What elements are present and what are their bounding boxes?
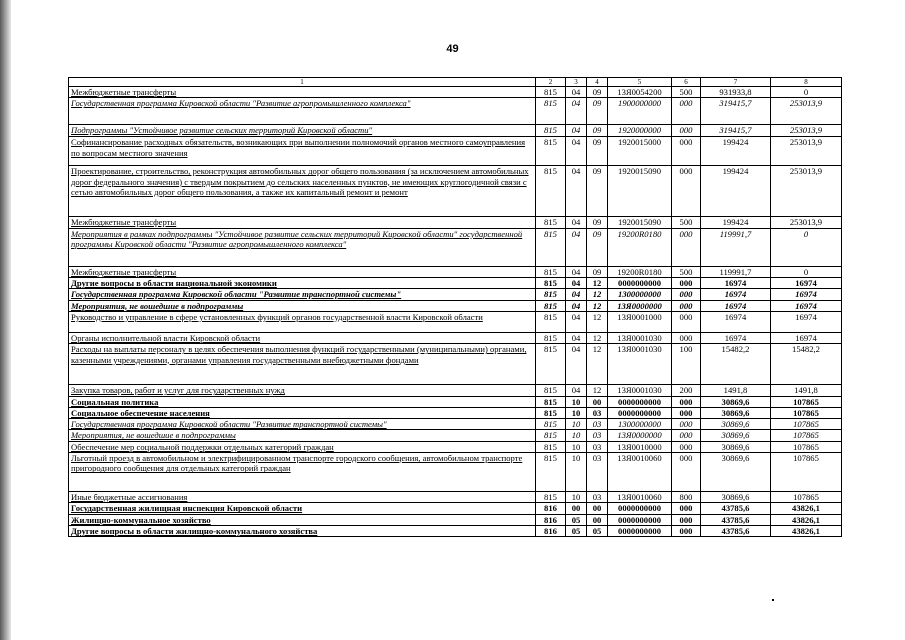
amount-year-2-cell: 253013,9 [771,217,842,228]
subsection-code-cell: 12 [587,332,608,343]
amount-year-2-cell: 16974 [771,277,842,288]
item-name-cell: Межбюджетные трансферты [69,87,536,98]
item-name-cell: Подпрограммы "Устойчивое развитие сельских территорий Кировской области" [69,125,536,137]
target-article-code-cell: 13Я0010060 [608,492,672,503]
column-header: 5 [608,78,672,87]
subsection-code-cell: 09 [587,228,608,266]
admin-code-cell: 815 [536,98,566,125]
expense-type-code-cell: 000 [672,407,701,418]
target-article-code-cell: 1920015090 [608,217,672,228]
expense-type-code-cell: 500 [672,266,701,277]
target-article-code-cell: 13Я0000000 [608,300,672,311]
item-name-cell: Льготный проезд в автомобильном и электрифицированном транспорте городского сообщения, автомобильном транспорте пригородного сообщения для отдельных категорий граждан [69,453,536,492]
expense-type-code-cell: 000 [672,137,701,166]
target-article-code-cell: 1300000000 [608,419,672,430]
admin-code-cell: 815 [536,125,566,137]
amount-year-1-cell: 319415,7 [701,125,771,137]
item-name-cell: Органы исполнительной власти Кировской области [69,332,536,343]
item-name-cell: Социальная политика [69,396,536,407]
column-header: 6 [672,78,701,87]
amount-year-2-cell: 107865 [771,453,842,492]
table-row [69,125,842,137]
amount-year-1-cell: 16974 [701,311,771,332]
amount-year-2-cell: 0 [771,87,842,98]
table-row [69,217,842,228]
table-row [69,441,842,452]
item-name-cell: Мероприятия, не вошедшие в подпрограммы [69,430,536,441]
item-name-cell: Мероприятия, не вошедшие в подпрограммы [69,300,536,311]
amount-year-1-cell: 30869,6 [701,430,771,441]
target-article-code-cell: 0000000000 [608,407,672,418]
subsection-code-cell: 12 [587,300,608,311]
section-code-cell: 04 [566,289,587,300]
item-name-cell: Межбюджетные трансферты [69,217,536,228]
target-article-code-cell: 1920015000 [608,137,672,166]
section-code-cell: 10 [566,441,587,452]
subsection-code-cell: 09 [587,98,608,125]
target-article-code-cell: 1920015090 [608,166,672,217]
item-name-cell: Социальное обеспечение населения [69,407,536,418]
amount-year-1-cell: 30869,6 [701,419,771,430]
target-article-code-cell: 1300000000 [608,289,672,300]
admin-code-cell: 815 [536,137,566,166]
table-row [69,385,842,396]
subsection-code-cell: 03 [587,492,608,503]
subsection-code-cell: 03 [587,430,608,441]
item-name-cell: Мероприятия в рамках подпрограммы "Устойчивое развитие сельских территорий Кировской области" государственной программы Кировской области "Развитие агропромышленного комплекса" [69,228,536,266]
amount-year-2-cell: 107865 [771,407,842,418]
admin-code-cell: 815 [536,453,566,492]
table-row [69,98,842,125]
subsection-code-cell: 03 [587,419,608,430]
section-code-cell: 00 [566,503,587,514]
table-row [69,344,842,385]
expense-type-code-cell: 000 [672,441,701,452]
subsection-code-cell: 03 [587,453,608,492]
target-article-code-cell: 19200R0180 [608,228,672,266]
expense-type-code-cell: 000 [672,430,701,441]
expense-type-code-cell: 000 [672,98,701,125]
table-row [69,526,842,537]
admin-code-cell: 815 [536,166,566,217]
section-code-cell: 04 [566,332,587,343]
amount-year-2-cell: 1491,8 [771,385,842,396]
section-code-cell: 04 [566,87,587,98]
table-row [69,430,842,441]
target-article-code-cell: 13Я0000000 [608,430,672,441]
amount-year-1-cell: 199424 [701,166,771,217]
section-code-cell: 04 [566,228,587,266]
target-article-code-cell: 0000000000 [608,277,672,288]
item-name-cell: Расходы на выплаты персоналу в целях обеспечения выполнения функций государственными (муниципальными) органами, казенными учреждениями, органами управления государственными внебюджетными фондами [69,344,536,385]
admin-code-cell: 815 [536,332,566,343]
target-article-code-cell: 19200R0180 [608,266,672,277]
amount-year-1-cell: 15482,2 [701,344,771,385]
section-code-cell: 10 [566,419,587,430]
expense-type-code-cell: 000 [672,228,701,266]
amount-year-2-cell: 43826,1 [771,514,842,525]
amount-year-2-cell: 43826,1 [771,526,842,537]
subsection-code-cell: 03 [587,441,608,452]
section-code-cell: 04 [566,277,587,288]
table-row [69,492,842,503]
admin-code-cell: 815 [536,441,566,452]
table-row [69,419,842,430]
amount-year-2-cell: 16974 [771,300,842,311]
expense-type-code-cell: 100 [672,344,701,385]
amount-year-2-cell: 253013,9 [771,125,842,137]
expense-type-code-cell: 800 [672,492,701,503]
target-article-code-cell: 13Я0054200 [608,87,672,98]
admin-code-cell: 815 [536,492,566,503]
amount-year-2-cell: 107865 [771,396,842,407]
subsection-code-cell: 05 [587,526,608,537]
table-row [69,453,842,492]
amount-year-1-cell: 119991,7 [701,228,771,266]
amount-year-2-cell: 15482,2 [771,344,842,385]
table-row [69,503,842,514]
admin-code-cell: 815 [536,419,566,430]
subsection-code-cell: 09 [587,125,608,137]
section-code-cell: 04 [566,300,587,311]
target-article-code-cell: 13Я0001030 [608,332,672,343]
section-code-cell: 10 [566,492,587,503]
section-code-cell: 04 [566,217,587,228]
target-article-code-cell: 1920000000 [608,125,672,137]
item-name-cell: Проектирование, строительство, реконструкция автомобильных дорог общего пользования (за исключением автомобильных дорог федерального значения) с твердым покрытием до сельских населенных пунктов, не имеющих круглогодичной связи с сетью автомобильных дорог общего пользования, а также их капитальный ремонт и ремонт [69,166,536,217]
amount-year-2-cell: 253013,9 [771,137,842,166]
section-code-cell: 04 [566,311,587,332]
item-name-cell: Государственная жилищная инспекция Кировской области [69,503,536,514]
page-number: 49 [446,43,459,55]
subsection-code-cell: 12 [587,385,608,396]
column-header: 8 [771,78,842,87]
admin-code-cell: 815 [536,430,566,441]
table-row [69,277,842,288]
expense-type-code-cell: 000 [672,125,701,137]
column-number-row [69,78,842,87]
table-row [69,289,842,300]
subsection-code-cell: 12 [587,344,608,385]
expense-type-code-cell: 000 [672,453,701,492]
amount-year-1-cell: 1491,8 [701,385,771,396]
subsection-code-cell: 12 [587,311,608,332]
subsection-code-cell: 09 [587,166,608,217]
section-code-cell: 10 [566,407,587,418]
expense-type-code-cell: 000 [672,419,701,430]
amount-year-2-cell: 43826,1 [771,503,842,514]
amount-year-1-cell: 43785,6 [701,503,771,514]
admin-code-cell: 815 [536,385,566,396]
amount-year-1-cell: 16974 [701,289,771,300]
amount-year-1-cell: 931933,8 [701,87,771,98]
expense-type-code-cell: 000 [672,289,701,300]
admin-code-cell: 815 [536,396,566,407]
expense-type-code-cell: 500 [672,217,701,228]
admin-code-cell: 816 [536,514,566,525]
column-header: 3 [566,78,587,87]
amount-year-1-cell: 16974 [701,300,771,311]
subsection-code-cell: 09 [587,137,608,166]
amount-year-1-cell: 16974 [701,277,771,288]
item-name-cell: Государственная программа Кировской области "Развитие агропромышленного комплекса" [69,98,536,125]
amount-year-2-cell: 0 [771,266,842,277]
amount-year-1-cell: 119991,7 [701,266,771,277]
admin-code-cell: 815 [536,344,566,385]
target-article-code-cell: 13Я0001030 [608,385,672,396]
budget-table [68,77,842,537]
admin-code-cell: 815 [536,407,566,418]
subsection-code-cell: 00 [587,514,608,525]
admin-code-cell: 815 [536,289,566,300]
target-article-code-cell: 0000000000 [608,514,672,525]
subsection-code-cell: 12 [587,277,608,288]
amount-year-2-cell: 16974 [771,289,842,300]
subsection-code-cell: 00 [587,396,608,407]
expense-type-code-cell: 000 [672,300,701,311]
amount-year-1-cell: 319415,7 [701,98,771,125]
admin-code-cell: 815 [536,311,566,332]
section-code-cell: 04 [566,137,587,166]
budget-table-body [69,78,842,537]
expense-type-code-cell: 000 [672,332,701,343]
target-article-code-cell: 1900000000 [608,98,672,125]
item-name-cell: Обеспечение мер социальной поддержки отдельных категорий граждан [69,441,536,452]
amount-year-2-cell: 0 [771,228,842,266]
expense-type-code-cell: 500 [672,87,701,98]
amount-year-1-cell: 30869,6 [701,396,771,407]
table-row [69,407,842,418]
target-article-code-cell: 13Я0001000 [608,311,672,332]
amount-year-1-cell: 199424 [701,137,771,166]
table-row [69,266,842,277]
expense-type-code-cell: 000 [672,277,701,288]
item-name-cell: Межбюджетные трансферты [69,266,536,277]
item-name-cell: Государственная программа Кировской области "Развитие транспортной системы" [69,289,536,300]
section-code-cell: 04 [566,266,587,277]
item-name-cell: Руководство и управление в сфере установленных функций органов государственной власти Кировской области [69,311,536,332]
amount-year-2-cell: 253013,9 [771,166,842,217]
column-header: 2 [536,78,566,87]
expense-type-code-cell: 000 [672,396,701,407]
scan-edge-shadow [0,0,11,640]
item-name-cell: Иные бюджетные ассигнования [69,492,536,503]
admin-code-cell: 815 [536,266,566,277]
expense-type-code-cell: 000 [672,503,701,514]
amount-year-1-cell: 199424 [701,217,771,228]
amount-year-1-cell: 30869,6 [701,441,771,452]
section-code-cell: 05 [566,514,587,525]
item-name-cell: Другие вопросы в области национальной экономики [69,277,536,288]
amount-year-1-cell: 16974 [701,332,771,343]
section-code-cell: 04 [566,344,587,385]
section-code-cell: 10 [566,396,587,407]
item-name-cell: Софинансирование расходных обязательств, возникающих при выполнении полномочий органов местного самоуправления по вопросам местного значения [69,137,536,166]
amount-year-1-cell: 30869,6 [701,453,771,492]
column-header: 4 [587,78,608,87]
target-article-code-cell: 13Я0010000 [608,441,672,452]
subsection-code-cell: 03 [587,407,608,418]
section-code-cell: 04 [566,385,587,396]
scan-speck [772,599,774,601]
admin-code-cell: 816 [536,526,566,537]
target-article-code-cell: 0000000000 [608,503,672,514]
section-code-cell: 04 [566,166,587,217]
amount-year-2-cell: 107865 [771,430,842,441]
table-row [69,514,842,525]
table-row [69,87,842,98]
amount-year-2-cell: 253013,9 [771,98,842,125]
item-name-cell: Государственная программа Кировской области "Развитие транспортной системы" [69,419,536,430]
amount-year-2-cell: 107865 [771,441,842,452]
admin-code-cell: 816 [536,503,566,514]
section-code-cell: 04 [566,98,587,125]
table-row [69,137,842,166]
item-name-cell: Жилищно-коммунальное хозяйство [69,514,536,525]
amount-year-2-cell: 107865 [771,419,842,430]
amount-year-2-cell: 16974 [771,311,842,332]
table-row [69,332,842,343]
subsection-code-cell: 00 [587,503,608,514]
target-article-code-cell: 0000000000 [608,526,672,537]
table-row [69,166,842,217]
expense-type-code-cell: 000 [672,311,701,332]
subsection-code-cell: 09 [587,217,608,228]
section-code-cell: 10 [566,430,587,441]
table-row [69,300,842,311]
admin-code-cell: 815 [536,217,566,228]
table-row [69,311,842,332]
section-code-cell: 05 [566,526,587,537]
admin-code-cell: 815 [536,228,566,266]
amount-year-2-cell: 107865 [771,492,842,503]
expense-type-code-cell: 000 [672,166,701,217]
admin-code-cell: 815 [536,87,566,98]
item-name-cell: Другие вопросы в области жилищно-коммунального хозяйства [69,526,536,537]
amount-year-1-cell: 30869,6 [701,407,771,418]
table-row [69,396,842,407]
section-code-cell: 04 [566,125,587,137]
target-article-code-cell: 13Я0010060 [608,453,672,492]
expense-type-code-cell: 200 [672,385,701,396]
target-article-code-cell: 13Я0001030 [608,344,672,385]
table-row [69,228,842,266]
target-article-code-cell: 0000000000 [608,396,672,407]
column-header: 1 [69,78,536,87]
column-header: 7 [701,78,771,87]
section-code-cell: 10 [566,453,587,492]
amount-year-2-cell: 16974 [771,332,842,343]
amount-year-1-cell: 43785,6 [701,514,771,525]
expense-type-code-cell: 000 [672,526,701,537]
item-name-cell: Закупка товаров, работ и услуг для государственных нужд [69,385,536,396]
subsection-code-cell: 09 [587,87,608,98]
amount-year-1-cell: 43785,6 [701,526,771,537]
admin-code-cell: 815 [536,300,566,311]
admin-code-cell: 815 [536,277,566,288]
amount-year-1-cell: 30869,6 [701,492,771,503]
subsection-code-cell: 09 [587,266,608,277]
expense-type-code-cell: 000 [672,514,701,525]
subsection-code-cell: 12 [587,289,608,300]
